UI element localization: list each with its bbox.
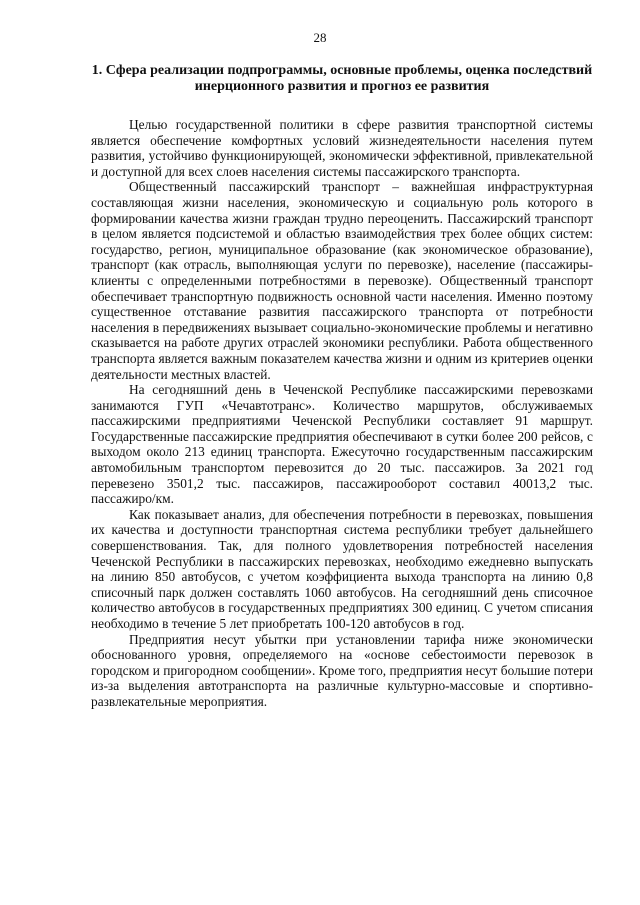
paragraph-losses: Предприятия несут убытки при установлении тарифа ниже экономически обоснованного уровня, определяемого на «основе себестоимости перевозок в городском и пригородном сообщении». Кроме того, предприятия несут большие потери из-за выделения автотранспорта на различные культурно-массовые и спортивно-развлекательные мероприятия. [91, 631, 593, 709]
paragraph-policy-goal: Целью государственной политики в сфере развития транспортной системы является обеспечение комфортных условий жизнедеятельности населения путем развития, устойчиво функционирующей, экономически эффективной, привлекательной и доступной для всех слоев населения системы пассажирского транспорта. [91, 117, 593, 179]
page-number: 28 [313, 30, 327, 45]
paragraph-analysis: Как показывает анализ, для обеспечения потребности в перевозках, повышения их качества и доступности транспортная система республики требует дальнейшего совершенствования. Так, для полного удовлетворения потребностей населения Чеченской Республики в пассажирских перевозках, необходимо ежедневно выпускать на линию 850 автобусов, с учетом коэффициента выхода транспорта на линию 0,8 списочный парк должен составлять 1060 автобусов. На сегодняшний день списочное количество автобусов в государственных предприятиях 300 единиц. С учетом списания необходимо в течение 5 лет приобретать 100-120 автобусов в год. [91, 506, 593, 631]
document-body [91, 63, 593, 710]
paragraph-current-state: На сегодняшний день в Чеченской Республике пассажирскими перевозками занимаются ГУП «Чечавтотранс». Количество маршрутов, обслуживаемых пассажирскими предприятиями Чеченской Республики составляет 91 маршрут. Государственные пассажирские предприятия обеспечивают в сутки более 200 рейсов, с выходом около 213 единиц транспорта. Ежесуточно государственным пассажирским автомобильным транспортом перевозится до 20 тыс. пассажиров. За 2021 год перевезено 3501,2 тыс. пассажиров, пассажирооборот составил 40013,2 тыс. пассажиро/км. [91, 382, 593, 507]
section-title: 1. Сфера реализации подпрограммы, основные проблемы, оценка последствий инерционного развития и прогноз ее развития [91, 63, 593, 94]
paragraph-public-transport: Общественный пассажирский транспорт – важнейшая инфраструктурная составляющая жизни населения, экономическую и социальную роль которого в формировании качества жизни граждан трудно переоценить. Пассажирский транспорт в целом является подсистемой и областью взаимодействия трех более общих систем: государство, регион, муниципальное образование (как экономическое образование), транспорт (как отрасль, выполняющая услуги по перевозке), население (пассажиры-клиенты с определенными потребностями в перевозке). Общественный транспорт обеспечивает транспортную подвижность основной части населения. Именно поэтому существенное отставание развития пассажирского транспорта от потребности населения в передвижениях вызывает социально-экономические проблемы и негативно сказывается на работе других отраслей экономики республики. Работа общественного транспорта является важным показателем качества жизни и одним из критериев оценки деятельности местных властей. [91, 179, 593, 382]
